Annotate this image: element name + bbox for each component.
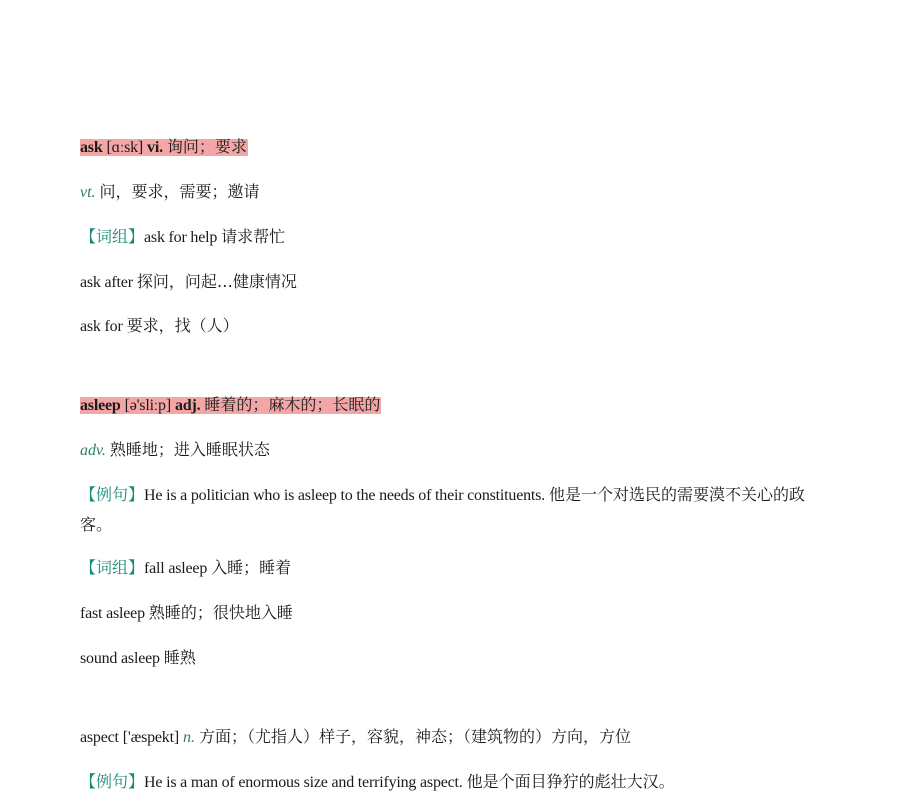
entry-asleep-phrase-3 [80, 647, 196, 670]
phrase-zh: 入睡；睡着 [211, 558, 292, 577]
phrase-zh: 睡熟 [163, 648, 196, 667]
example-tag: 【例句】 [80, 772, 145, 791]
phrase-tag: 【词组】 [80, 227, 145, 246]
entry-aspect-example [80, 771, 675, 794]
entry-asleep-phrase-2 [80, 602, 293, 625]
phrase-zh: 要求，找（人） [126, 316, 239, 335]
phrase-en: ask after [80, 274, 133, 291]
entry-ask-phrase-1 [80, 226, 285, 249]
meaning: 问，要求，需要；邀请 [99, 182, 260, 201]
entry-asleep-headline [80, 394, 381, 417]
meaning: 熟睡地；进入睡眠状态 [109, 440, 270, 459]
entry-ask-headline [80, 136, 248, 159]
entry-asleep-adv-line [80, 439, 270, 462]
headword-highlight [80, 397, 381, 414]
meaning: 询问；要求 [166, 137, 247, 156]
example-zh: 他是个面目狰狞的彪壮大汉。 [466, 772, 675, 791]
part-of-speech: vt. [80, 184, 96, 201]
phrase-zh: 熟睡的；很快地入睡 [148, 603, 293, 622]
phrase-en: fall asleep [144, 560, 208, 577]
part-of-speech: adv. [80, 442, 106, 459]
entry-ask-phrase-2 [80, 271, 297, 294]
entry-ask-phrase-3 [80, 315, 239, 338]
meaning: 睡着的；麻木的；长眠的 [204, 395, 381, 414]
example-en: He is a politician who is asleep to the needs of their constituents. [144, 487, 545, 504]
example-tag: 【例句】 [80, 485, 145, 504]
phrase-zh: 请求帮忙 [221, 227, 286, 246]
headword: aspect [80, 729, 119, 746]
meaning: 方面；（尤指人）样子，容貌，神态；（建筑物的）方向，方位 [198, 727, 631, 746]
phrase-en: sound asleep [80, 650, 160, 667]
phrase-tag: 【词组】 [80, 558, 145, 577]
phrase-en: ask for help [144, 229, 218, 246]
entry-asleep-phrase-1 [80, 557, 291, 580]
headword: ask [80, 139, 103, 156]
part-of-speech: adj. [174, 397, 201, 414]
part-of-speech: vi. [147, 139, 163, 156]
headword: asleep [80, 397, 121, 414]
phrase-en: fast asleep [80, 605, 145, 622]
part-of-speech: n. [182, 729, 195, 746]
entry-aspect-headline [80, 726, 631, 749]
phonetic: [ə'sliːp] [124, 397, 171, 414]
entry-ask-vt-line [80, 181, 260, 204]
example-en: He is a man of enormous size and terrifying aspect. [144, 774, 463, 791]
phonetic: [ɑːsk] [106, 139, 144, 156]
example-zh: 他是一个对选民的需要漠不关心的政客。 [80, 485, 806, 534]
phrase-zh: 探问，问起…健康情况 [136, 272, 297, 291]
phrase-en: ask for [80, 318, 123, 335]
phonetic: ['æspekt] [122, 729, 179, 746]
entry-asleep-example [80, 480, 820, 540]
headword-highlight [80, 139, 248, 156]
